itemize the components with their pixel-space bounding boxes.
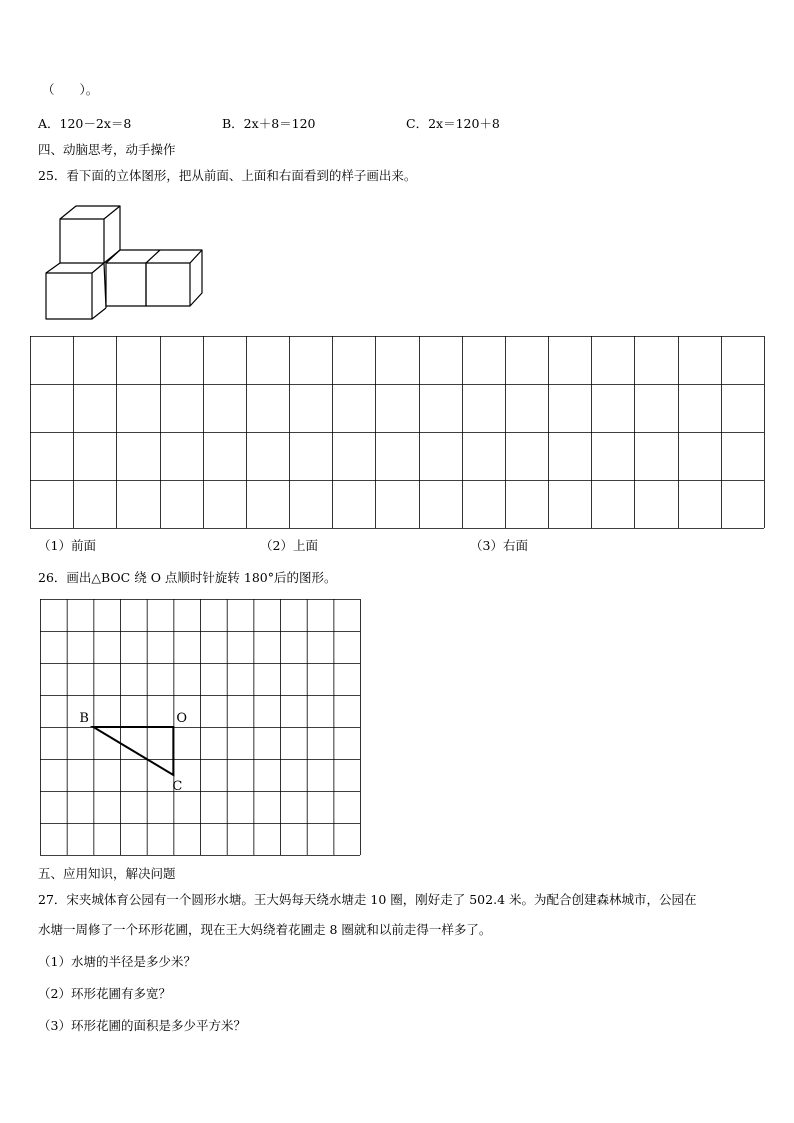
q27-line1: 27．宋夹城体育公园有一个圆形水塘。王大妈每天绕水塘走 10 圈，刚好走了 502.4 米。为配合创建森林城市，公园在 xyxy=(38,892,697,907)
point-label-o: O xyxy=(176,711,188,726)
triangle-boc xyxy=(93,727,173,775)
q25-text: 25．看下面的立体图形，把从前面、上面和右面看到的样子画出来。 xyxy=(38,168,417,183)
q27-line2: 水塘一周修了一个环形花圃，现在王大妈绕着花圃走 8 圈就和以前走得一样多了。 xyxy=(38,922,492,937)
section5-title: 五、应用知识，解决问题 xyxy=(38,866,176,881)
q27-sub3: （3）环形花圃的面积是多少平方米？ xyxy=(38,1018,246,1033)
q24-option-b: B．2x＋8＝120 xyxy=(222,116,316,131)
q27-sub1: （1）水塘的半径是多少米？ xyxy=(38,954,196,969)
section4-title: 四、动脑思考，动手操作 xyxy=(38,142,176,157)
point-label-c: C xyxy=(172,779,183,794)
q24-tail: （ ）。 xyxy=(42,82,99,97)
q26-text: 26．画出△BOC 绕 O 点顺时针旋转 180°后的图形。 xyxy=(38,570,337,585)
q25-label-right: （3）右面 xyxy=(470,538,528,553)
q25-label-front: （1）前面 xyxy=(38,538,96,553)
cube-figure xyxy=(40,200,210,325)
q25-label-top: （2）上面 xyxy=(260,538,318,553)
q24-option-a: A．120－2x＝8 xyxy=(38,116,132,131)
q25-drawing-grid[interactable] xyxy=(30,336,764,528)
q27-sub2: （2）环形花圃有多宽？ xyxy=(38,986,171,1001)
q24-option-c: C．2x＝120＋8 xyxy=(406,116,500,131)
point-label-b: B xyxy=(79,711,89,726)
q26-rotation-grid[interactable] xyxy=(40,599,360,855)
